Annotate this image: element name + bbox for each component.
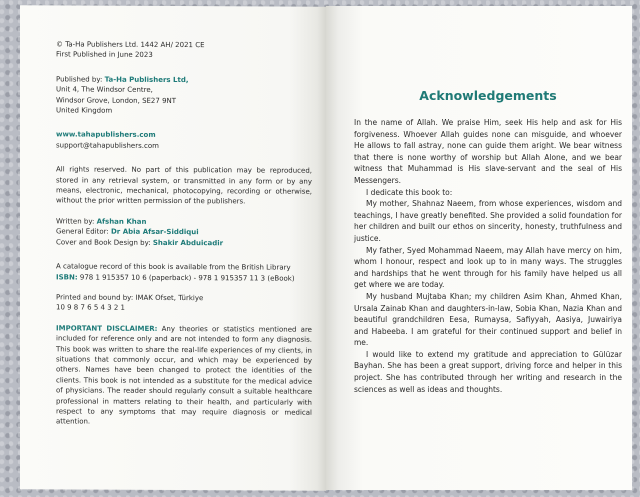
cover-design-label: Cover and Book Design by: [56,238,151,247]
written-by-label: Written by: [56,217,95,226]
website-link[interactable]: www.tahapublishers.com [56,130,156,140]
publisher-name: Ta-Ha Publishers Ltd, [104,75,189,84]
page-title: Acknowledgements [419,88,557,103]
author-name: Afshan Khan [96,217,147,226]
disclaimer-text: Any theories or statistics mentioned are included for reference only and are not intended to form any diagnosis. This book was written to share the real-life experiences of my clients, in situations that commonly occur, and which may be experienced by others. Names have been changed to protect the identities of the clients. This book is not intended as a substitute for the medical advice of physicians. The reader should regularly consult a suitable healthcare professional in matters relating to their health, and particularly with respect to any symptoms that may require diagnosis or medical attention. [56,324,312,426]
copyright-line: © Ta-Ha Publishers Ltd. 1442 AH/ 2021 CE [56,40,205,50]
address-line-3: United Kingdom [56,106,113,115]
cover-designer-name: Shakir Abduicadir [152,238,224,247]
paragraph-mother: My mother, Shahnaz Naeem, from whose experiences, wisdom and teachings, I have greatly benefited. She provided a solid foundation for her children and built our ethos on sincerity, honesty, truthfulness and justice. [354,199,622,243]
isbn-value: 978 1 915357 10 6 (paperback) - 978 1 915357 11 3 (eBook) [79,273,295,283]
cover-design-line [56,237,312,249]
acknowledgements-page [326,6,632,490]
isbn-line [56,272,312,284]
general-editor-label: General Editor: [56,227,109,236]
disclaimer-label: IMPORTANT DISCLAIMER: [56,324,158,333]
paragraph-intro: In the name of Allah. We praise Him, seek His help and ask for His forgiveness. Whoever Allah guides none can misguide, and whoever He allows to fall astray, none can guide them aright. We bear witness that there is none worthy of worship but Allah Alone, and we bear witness that Muhammad is His slave-servant and the seal of His Messengers. [354,118,622,185]
copyright-page [20,5,326,491]
email-address[interactable]: support@tahapublishers.com [56,141,159,150]
catalogue-record: A catalogue record of this book is available from the British Library [56,262,291,272]
rights-statement: All rights reserved. No part of this publication may be reproduced, stored in any retrieval system, or transmitted in any form or by any means, electronic, mechanical, photocopying, recording or otherwise, without the prior written permission of the publishers. [56,165,312,206]
isbn-label: ISBN: [56,272,78,282]
print-line: 10 9 8 7 6 5 4 3 2 1 [56,303,126,313]
first-published: First Published in June 2023 [56,50,153,60]
printed-by: Printed and bound by: IMAK Ofset, Türkiye [56,293,204,303]
paragraph-father: My father, Syed Mohammad Naeem, may Allah have mercy on him, whom I honour, respect and look up to in many ways. The struggles and hardships that he went through for his family have helped us all get where we are today. [354,245,622,290]
published-by-label: Published by: [56,75,103,84]
paragraph-gratitude: I would like to extend my gratitude and appreciation to Gülüzar Bayhan. She has been a great support, driving force and helper in this project. She has contributed through her writing and research in the sciences as well as ideas and thoughts. [354,349,622,394]
paragraph-dedication: I dedicate this book to: [366,187,453,197]
address-line-1: Unit 4, The Windsor Centre, [56,85,153,95]
general-editor-name: Dr Abia Afsar-Siddiqui [111,227,199,237]
disclaimer [56,323,312,428]
open-book [20,6,632,490]
address-line-2: Windsor Grove, London, SE27 9NT [56,96,177,105]
paragraph-family: My husband Mujtaba Khan; my children Asim Khan, Ahmed Khan, Ursala Zainab Khan and daughters-in-law, Sobia Khan, Nazia Khan and beautiful grandchildren Eesa, Rumaysa, Safiyyah, Aasiya, Juwairiya and Habeeba. I am grateful for their continued support and belief in me. [354,291,622,348]
